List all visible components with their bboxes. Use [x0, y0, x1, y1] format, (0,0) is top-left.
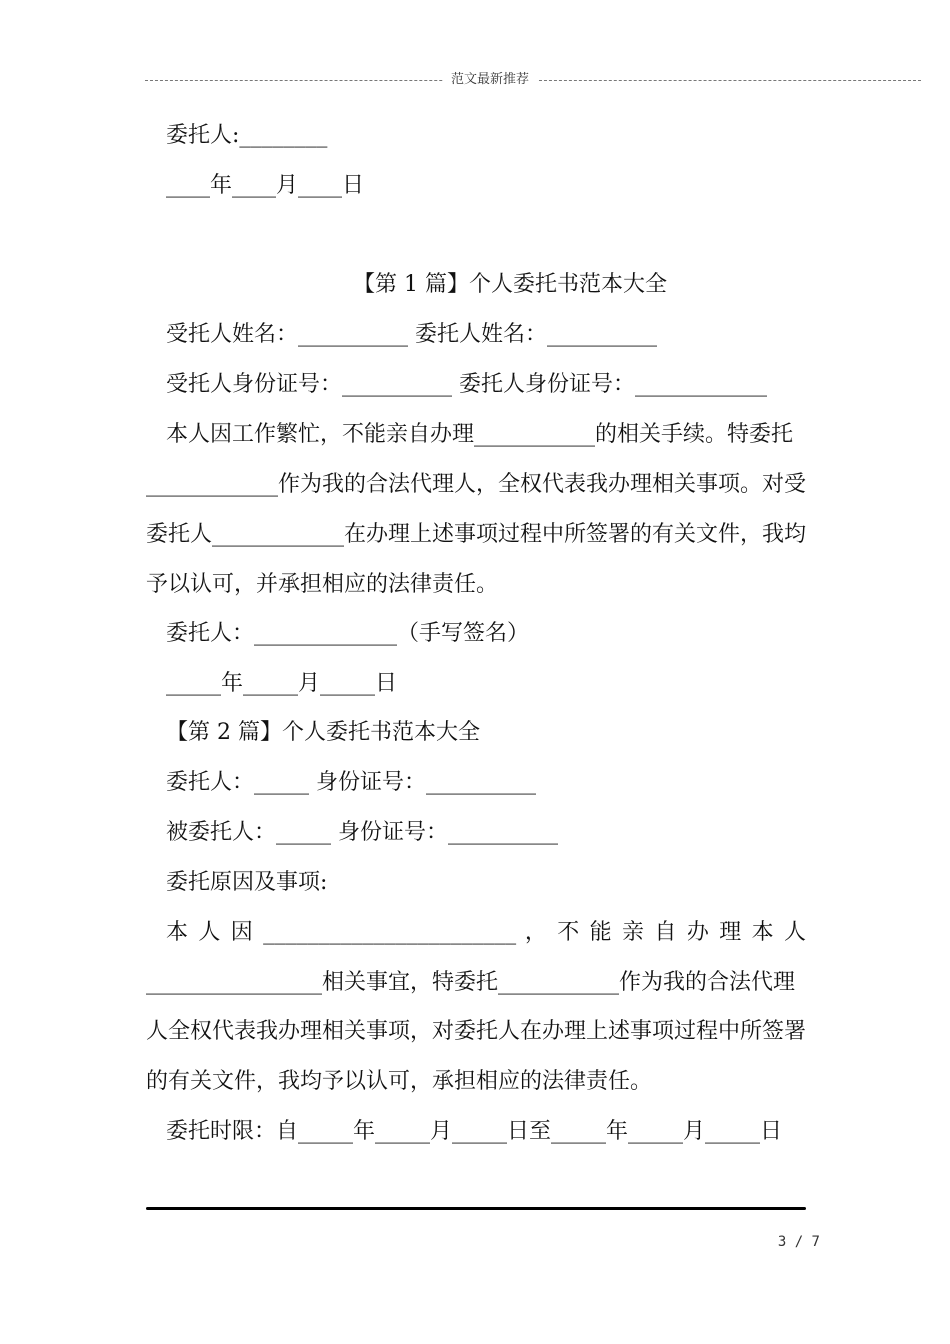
names-line: 受托人姓名：__________ 委托人姓名：__________	[166, 322, 657, 347]
id-numbers-line: 受托人身份证号：__________ 委托人身份证号：____________	[166, 372, 767, 397]
paragraph-line: 委托人____________在办理上述事项过程中所签署的有关文件，我均	[146, 522, 807, 547]
paragraph-line: 予以认可，并承担相应的法律责任。	[146, 572, 499, 597]
section-1-title: 【第 1 篇】个人委托书范本大全	[353, 272, 667, 297]
paragraph-line: 本 人 因 _______________________ ， 不 能 亲 自 办 理 本 人	[166, 920, 806, 945]
principal-id-line: 委托人：_____ 身份证号：__________	[166, 770, 536, 795]
date-line: ____年____月____日	[166, 173, 365, 198]
header-title: 范文最新推荐	[443, 71, 537, 89]
paragraph-line: 人全权代表我办理相关事项，对委托人在办理上述事项过程中所签署	[146, 1019, 807, 1044]
section-2-title: 【第 2 篇】个人委托书范本大全	[166, 720, 480, 745]
principal-line: 委托人:________	[166, 123, 328, 148]
footer-divider	[146, 1207, 806, 1210]
paragraph-line: 本人因工作繁忙，不能亲自办理___________的相关手续。特委托	[166, 422, 794, 447]
term-line: 委托时限：自_____年_____月_____日至_____年_____月_____日	[166, 1119, 783, 1144]
page-number: 3 / 7	[777, 1234, 820, 1250]
date-line: _____年_____月_____日	[166, 671, 398, 696]
paragraph-line: 的有关文件，我均予以认可，承担相应的法律责任。	[146, 1069, 653, 1094]
reason-heading: 委托原因及事项:	[166, 870, 328, 895]
paragraph-line: ____________作为我的合法代理人，全权代表我办理相关事项。对受	[146, 472, 807, 497]
agent-id-line: 被委托人：_____ 身份证号：__________	[166, 820, 558, 845]
paragraph-line: ________________相关事宜，特委托___________作为我的合法代理	[146, 970, 796, 995]
signature-line: 委托人：_____________（手写签名）	[166, 621, 530, 646]
